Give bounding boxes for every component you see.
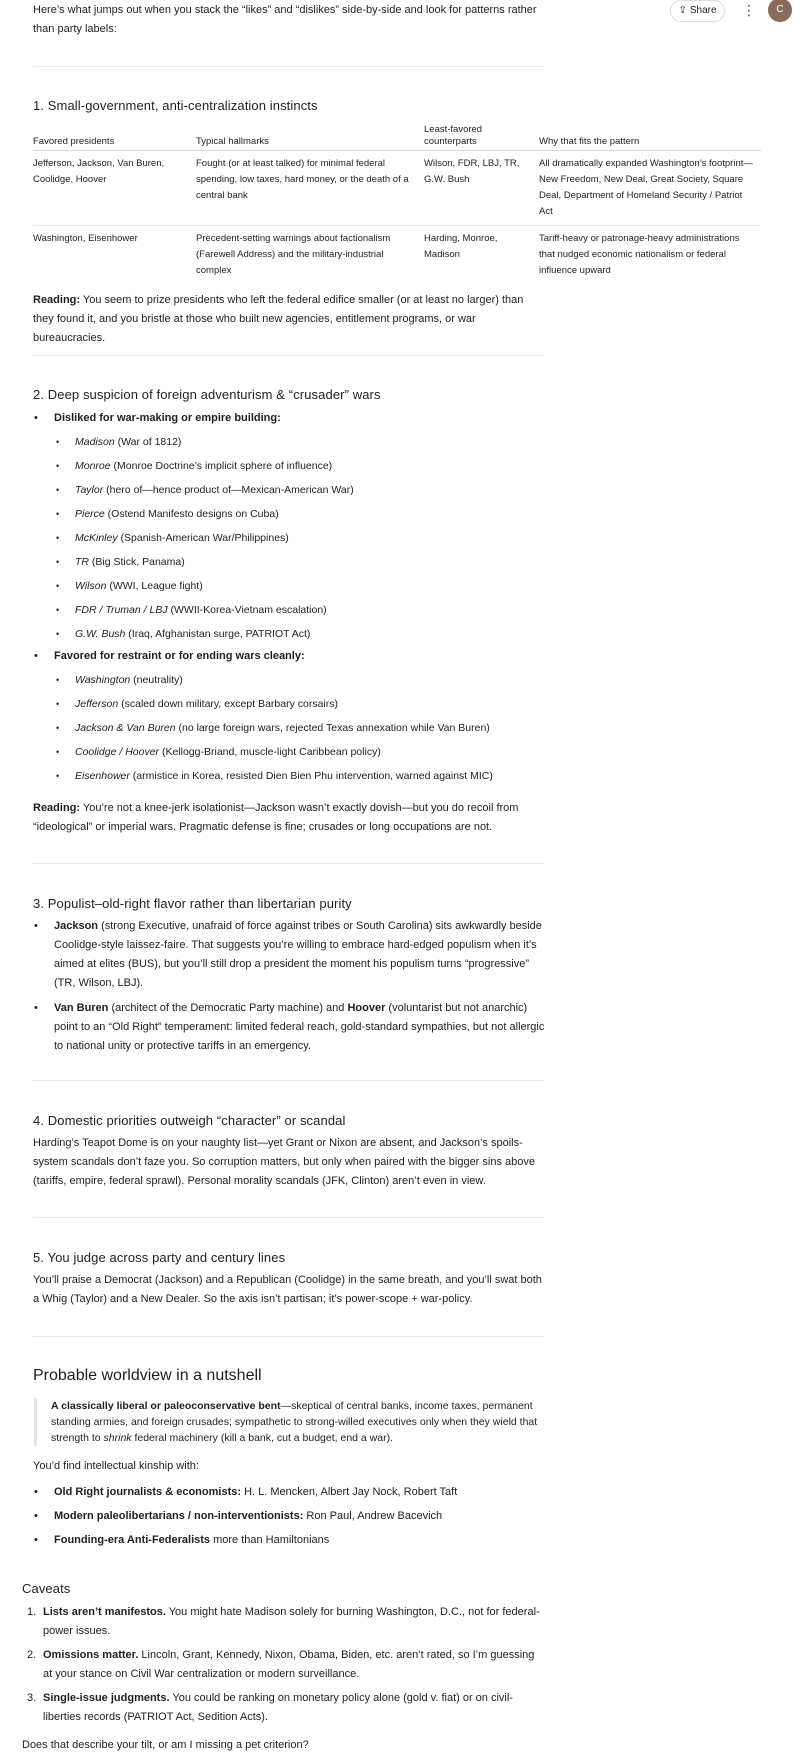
- president-name: G.W. Bush: [75, 628, 126, 640]
- worldview-quote: [34, 1398, 549, 1446]
- table-cell: Tariff-heavy or patronage-heavy administrations that nudged economic nationalism or federal influence upward: [539, 233, 740, 276]
- divider: [33, 66, 545, 67]
- president-note: (WWI, League fight): [106, 580, 203, 592]
- list-item: [54, 999, 545, 1056]
- section-1-heading: 1. Small-government, anti-centralization instincts: [33, 98, 318, 113]
- favored-list: [54, 668, 545, 788]
- list-item: [75, 622, 545, 646]
- president-name: Washington: [75, 674, 131, 686]
- share-label: Share: [689, 5, 717, 16]
- list-item: [75, 526, 545, 550]
- list-item: [75, 692, 545, 716]
- caveats-list: [22, 1603, 545, 1732]
- table-row: [33, 151, 761, 226]
- list-item: [75, 716, 545, 740]
- item-text: Lincoln, Grant, Kennedy, Nixon, Obama, Biden, etc. aren’t rated, so I’m guessing at your stance on Civil War centralization or modern surveillance.: [43, 1649, 535, 1680]
- president-name: FDR / Truman / LBJ: [75, 604, 168, 616]
- col-header: Least-favored counterparts: [424, 124, 539, 151]
- list-item: [43, 1603, 545, 1641]
- share-button[interactable]: [670, 0, 725, 22]
- more-options-icon[interactable]: ⋮: [742, 2, 756, 18]
- president-name: Wilson: [75, 580, 107, 592]
- president-note: (Iraq, Afghanistan surge, PATRIOT Act): [125, 628, 311, 640]
- favored-label: Favored for restraint or for ending wars cleanly:: [54, 650, 305, 662]
- president-note: (Kellogg-Briand, muscle-light Caribbean policy): [159, 746, 381, 758]
- caveats-heading: Caveats: [22, 1581, 71, 1596]
- item-text: You might hate Madison solely for burning Washington, D.C., not for federal-power issues.: [43, 1606, 540, 1637]
- avatar[interactable]: C: [768, 0, 792, 22]
- item-text: Ron Paul, Andrew Bacevich: [303, 1510, 443, 1522]
- president-name: Jackson & Van Buren: [75, 722, 176, 734]
- list-item: [75, 502, 545, 526]
- bold-term: Single-issue judgments.: [43, 1692, 170, 1704]
- section-2-heading: 2. Deep suspicion of foreign adventurism & “crusader” wars: [33, 387, 381, 402]
- president-name: Monroe: [75, 460, 111, 472]
- reading-text: You’re not a knee-jerk isolationist—Jackson wasn’t exactly dovish—but you do recoil from “ideological” or imperial wars. Pragmatic defense is fine; crusades or long occupations are not.: [33, 802, 519, 833]
- section-5-text: You’ll praise a Democrat (Jackson) and a Republican (Coolidge) in the same breath, and you’ll swat both a Whig (Taylor) and a New Dealer. So the axis isn’t partisan; it’s power-scope + war-policy.: [33, 1274, 542, 1305]
- col-header: Favored presidents: [33, 124, 196, 151]
- table-cell: Fought (or at least talked) for minimal federal spending, low taxes, hard money, or the death of a central bank: [196, 151, 424, 226]
- bold-term: Van Buren: [54, 1002, 109, 1014]
- bold-term: Hoover: [347, 1002, 386, 1014]
- reading-label: Reading:: [33, 294, 81, 306]
- section-3-heading: 3. Populist–old-right flavor rather than libertarian purity: [33, 896, 352, 911]
- quote-text: —skeptical of central banks, income taxes, permanent standing armies, and foreign crusades; sympathetic to strong-willed executives only when they wield that strength to: [51, 1400, 538, 1444]
- list-item: [75, 574, 545, 598]
- closing-question: Does that describe your tilt, or am I missing a pet criterion?: [22, 1739, 309, 1751]
- list-item: [43, 1646, 545, 1684]
- table-cell: Washington, Eisenhower: [33, 233, 138, 244]
- section-4-text: Harding’s Teapot Dome is on your naughty list—yet Grant or Nixon are absent, and Jackson’s spoils-system scandals don’t faze you. So corruption matters, but only when paired with the bigger sins above (tariffs, empire, federal sprawl). Personal morality scandals (JFK, Clinton) aren’t even in view.: [33, 1137, 535, 1187]
- share-icon: ⇪: [678, 5, 687, 16]
- president-name: Jefferson: [75, 698, 119, 710]
- bold-term: Lists aren’t manifestos.: [43, 1606, 166, 1618]
- president-note: (scaled down military, except Barbary corsairs): [118, 698, 338, 710]
- kinship-list: [33, 1480, 545, 1552]
- patterns-table: [33, 124, 761, 284]
- section-4-heading: 4. Domestic priorities outweigh “character” or scandal: [33, 1113, 346, 1128]
- list-item: [75, 668, 545, 692]
- president-note: (Monroe Doctrine’s implicit sphere of influence): [110, 460, 333, 472]
- bold-term: Omissions matter.: [43, 1649, 139, 1661]
- president-name: Pierce: [75, 508, 105, 520]
- list-item: [75, 430, 545, 454]
- list-item: [75, 764, 545, 788]
- list-item: [75, 598, 545, 622]
- list-item: [54, 1480, 545, 1504]
- president-name: McKinley: [75, 532, 118, 544]
- bold-term: Modern paleolibertarians / non-interventionists:: [54, 1510, 304, 1522]
- item-text: (architect of the Democratic Party machine) and: [108, 1002, 348, 1014]
- president-note: (neutrality): [130, 674, 183, 686]
- table-cell: Wilson, FDR, LBJ, TR, G.W. Bush: [424, 151, 539, 226]
- list-item: [54, 647, 545, 788]
- reading-text: You seem to prize presidents who left the federal edifice smaller (or at least no larger) than they found it, and you bristle at those who built new agencies, entitlement programs, or war bureaucracies.: [33, 294, 524, 344]
- col-header: Typical hallmarks: [196, 124, 424, 151]
- list-item: [75, 550, 545, 574]
- table-row: [33, 226, 761, 285]
- col-header: Why that fits the pattern: [539, 124, 761, 151]
- president-note: (armistice in Korea, resisted Dien Bien Phu intervention, warned against MIC): [129, 770, 493, 782]
- president-note: (War of 1812): [114, 436, 182, 448]
- president-name: Coolidge / Hoover: [75, 746, 160, 758]
- section-2-reading: [33, 799, 545, 837]
- item-text: (strong Executive, unafraid of force against tribes or South Carolina) sits awkwardly beside Coolidge-style laissez-faire. That suggests you’re willing to embrace hard-edged populism when it’s aimed at elites (BUS), but you’ll still drop a president the moment his populism turns “progressive” (TR, Wilson, LBJ).: [54, 920, 542, 989]
- kinship-intro: You’d find intellectual kinship with:: [33, 1460, 199, 1472]
- quote-text: federal machinery (kill a bank, cut a budget, end a war).: [131, 1432, 394, 1444]
- divider: [33, 1336, 545, 1337]
- president-note: (Ostend Manifesto designs on Cuba): [104, 508, 279, 520]
- bold-term: Old Right journalists & economists:: [54, 1486, 242, 1498]
- item-text: more than Hamiltonians: [210, 1534, 330, 1546]
- item-text: H. L. Mencken, Albert Jay Nock, Robert Taft: [241, 1486, 458, 1498]
- list-item: [75, 478, 545, 502]
- war-list: [33, 409, 545, 788]
- divider: [33, 863, 545, 864]
- section-1-reading: [33, 291, 545, 348]
- list-item: [54, 1504, 545, 1528]
- disliked-label: Disliked for war-making or empire building:: [54, 412, 281, 424]
- president-note: (hero of—hence product of—Mexican-American War): [103, 484, 354, 496]
- list-item: [54, 1528, 545, 1552]
- item-text: You could be ranking on monetary policy alone (gold v. fiat) or on civil-liberties records (PATRIOT Act, Sedition Acts).: [43, 1692, 513, 1723]
- quote-italic: shrink: [103, 1432, 132, 1444]
- populist-list: [33, 917, 545, 1062]
- president-note: (no large foreign wars, rejected Texas annexation while Van Buren): [175, 722, 490, 734]
- quote-bold: A classically liberal or paleoconservative bent: [51, 1400, 281, 1412]
- divider: [33, 1080, 545, 1081]
- president-note: (WWII-Korea-Vietnam escalation): [167, 604, 327, 616]
- divider: [33, 355, 545, 356]
- reading-label: Reading:: [33, 802, 81, 814]
- divider: [33, 1217, 545, 1218]
- president-name: Eisenhower: [75, 770, 130, 782]
- list-item: [54, 409, 545, 646]
- intro-text: Here’s what jumps out when you stack the “likes” and “dislikes” side-by-side and look for patterns rather than party labels:: [33, 4, 537, 35]
- section-2-body: [33, 409, 545, 788]
- president-name: Taylor: [75, 484, 104, 496]
- section-5-heading: 5. You judge across party and century lines: [33, 1250, 286, 1265]
- worldview-heading: Probable worldview in a nutshell: [33, 1367, 262, 1384]
- president-note: (Spanish-American War/Philippines): [117, 532, 289, 544]
- president-name: Madison: [75, 436, 115, 448]
- table-cell: Harding, Monroe, Madison: [424, 233, 498, 260]
- president-name: TR: [75, 556, 89, 568]
- table-cell: All dramatically expanded Washington’s footprint—New Freedom, New Deal, Great Society, Square Deal, Department of Homeland Security / Patriot Act: [539, 151, 761, 226]
- list-item: [43, 1689, 545, 1727]
- list-item: [75, 740, 545, 764]
- table-cell: Precedent-setting warnings about factionalism (Farewell Address) and the military-industrial complex: [196, 233, 391, 276]
- list-item: [54, 917, 545, 993]
- item-text: (voluntarist but not anarchic) point to an “Old Right” temperament: limited federal reach, gold-standard sympathies, but not allergic to national unity or protective tariffs in an emergency.: [54, 1002, 545, 1052]
- list-item: [75, 454, 545, 478]
- president-note: (Big Stick, Panama): [89, 556, 185, 568]
- disliked-list: [54, 430, 545, 646]
- table-cell: Jefferson, Jackson, Van Buren, Coolidge, Hoover: [33, 151, 196, 226]
- table-header-row: [33, 124, 761, 151]
- bold-term: Jackson: [54, 920, 99, 932]
- bold-term: Founding-era Anti-Federalists: [54, 1534, 211, 1546]
